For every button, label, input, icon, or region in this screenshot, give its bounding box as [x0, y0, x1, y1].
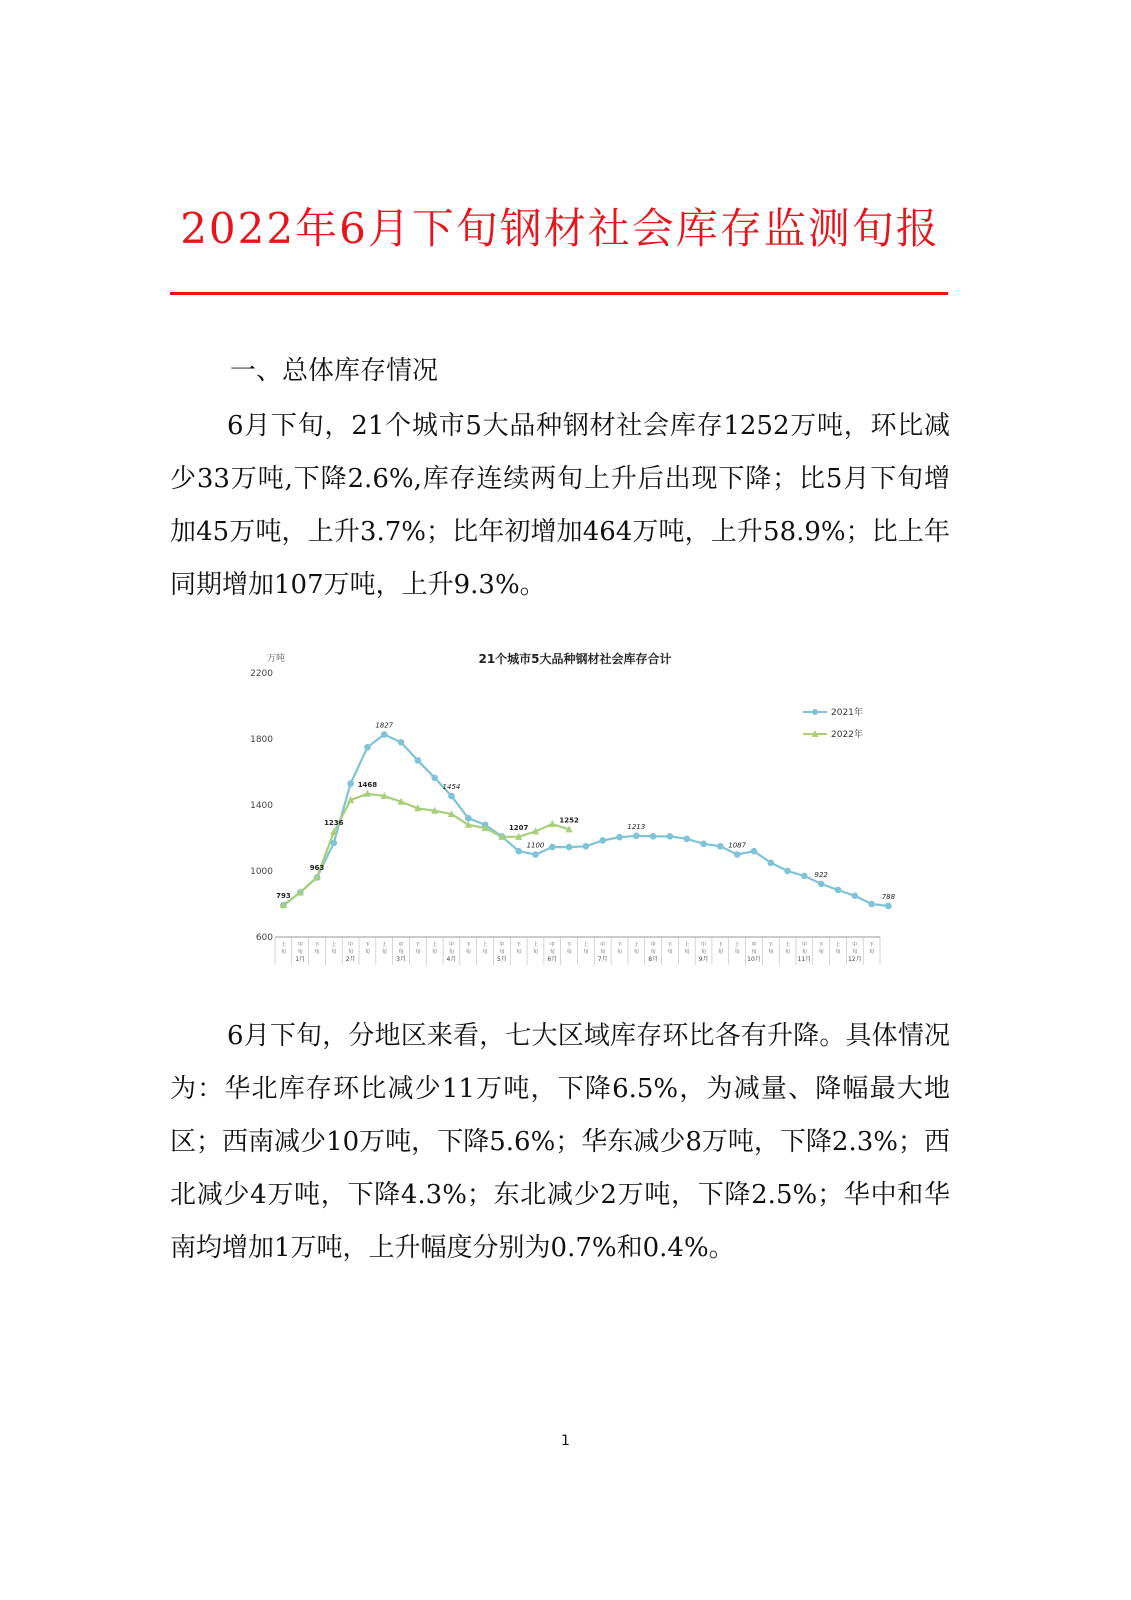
x-tick-label: 下 [314, 942, 320, 948]
x-month-label: 12月 [847, 956, 862, 963]
data-point-2021 [431, 774, 438, 781]
x-tick-label: 旬 [717, 949, 723, 955]
x-tick-label: 旬 [549, 949, 555, 955]
data-point-2021 [818, 881, 825, 888]
x-tick-label: 下 [465, 942, 471, 948]
data-point-2021 [398, 739, 405, 746]
x-tick-label: 下 [617, 942, 623, 948]
x-tick-label: 旬 [415, 949, 421, 955]
x-tick-label: 中 [398, 942, 404, 948]
x-tick-label: 上 [482, 942, 488, 948]
data-point-2021 [515, 848, 522, 855]
x-tick-label: 中 [499, 942, 505, 948]
x-tick-label: 上 [835, 942, 841, 948]
x-tick-label: 旬 [617, 949, 623, 955]
x-tick-label: 旬 [650, 949, 656, 955]
data-label: 1213 [627, 822, 646, 831]
x-tick-label: 旬 [280, 949, 286, 955]
data-point-2021 [549, 844, 556, 851]
x-month-label: 8月 [648, 956, 659, 963]
data-point-2021 [667, 833, 674, 840]
x-tick-label: 旬 [297, 949, 303, 955]
data-point-2021 [700, 840, 707, 847]
x-tick-label: 旬 [785, 949, 791, 955]
x-tick-label: 旬 [448, 949, 454, 955]
x-tick-label: 旬 [768, 949, 774, 955]
x-tick-label: 旬 [701, 949, 707, 955]
x-month-label: 7月 [597, 956, 608, 963]
x-tick-label: 上 [633, 942, 639, 948]
x-tick-label: 旬 [852, 949, 858, 955]
report-title: 2022年6月下旬钢材社会库存监测旬报 [180, 204, 940, 253]
x-tick-label: 中 [650, 942, 656, 948]
x-tick-label: 旬 [801, 949, 807, 955]
data-point-2021 [801, 873, 808, 880]
x-tick-label: 旬 [364, 949, 370, 955]
page-number: 1 [561, 1433, 570, 1449]
data-point-2021 [364, 744, 371, 751]
x-tick-label: 上 [684, 942, 690, 948]
x-tick-label: 中 [701, 942, 707, 948]
x-tick-label: 下 [566, 942, 572, 948]
regional-paragraph: 6月下旬，分地区来看，七大区域库存环比各有升降。具体情况为：华北库存环比减少11万吨，下降6.5%，为减量、降幅最大地区；西南减少10万吨，下降5.6%；华东减少8万吨，下降2.3%；西北减少4万吨，下降4.3%；东北减少2万吨，下降2.5%；华中和华南均增加1万吨，上升幅度分别为0.7%和0.4%。 [170, 1021, 950, 1263]
data-point-2021 [633, 833, 640, 840]
data-point-2021 [381, 731, 388, 738]
data-point-2022 [549, 820, 556, 827]
x-month-label: 2月 [345, 956, 356, 963]
x-tick-label: 旬 [583, 949, 589, 955]
data-point-2021 [717, 843, 724, 850]
x-tick-label: 旬 [684, 949, 690, 955]
x-tick-label: 下 [516, 942, 522, 948]
x-tick-label: 下 [415, 942, 421, 948]
x-tick-label: 旬 [667, 949, 673, 955]
data-label: 793 [276, 892, 291, 901]
chart-title: 21个城市5大品种钢材社会库存合计 [478, 652, 672, 666]
x-tick-label: 中 [549, 942, 555, 948]
x-tick-label: 上 [734, 942, 740, 948]
legend-marker [812, 709, 818, 715]
x-tick-label: 中 [751, 942, 757, 948]
section-heading: 一、总体库存情况 [230, 356, 439, 386]
data-label: 922 [814, 870, 828, 879]
series-line-2021年 [283, 735, 888, 907]
data-point-2021 [835, 887, 842, 894]
x-tick-label: 下 [717, 942, 723, 948]
x-tick-label: 上 [583, 942, 589, 948]
x-tick-label: 旬 [381, 949, 387, 955]
x-tick-label: 旬 [432, 949, 438, 955]
data-point-2021 [868, 901, 875, 908]
data-point-2021 [415, 757, 422, 764]
x-month-label: 4月 [446, 956, 457, 963]
x-tick-label: 下 [364, 942, 370, 948]
series-line-2022年 [283, 794, 569, 905]
data-label: 1827 [375, 721, 394, 730]
data-label: 1207 [508, 823, 529, 832]
x-tick-label: 中 [600, 942, 606, 948]
data-label: 1454 [442, 783, 461, 792]
data-point-2021 [734, 851, 741, 858]
x-tick-label: 下 [818, 942, 824, 948]
x-tick-label: 旬 [600, 949, 606, 955]
data-label: 1100 [526, 841, 545, 850]
chart-svg [250, 645, 896, 970]
inventory-line-chart [250, 645, 896, 970]
x-tick-label: 中 [297, 942, 303, 948]
data-label: 1252 [559, 816, 579, 825]
data-label: 788 [881, 892, 896, 901]
x-month-label: 9月 [698, 956, 709, 963]
x-tick-label: 中 [348, 942, 354, 948]
x-month-label: 1月 [295, 956, 306, 963]
y-tick-label: 2200 [250, 669, 273, 679]
data-point-2021 [448, 793, 455, 800]
y-tick-label: 1000 [250, 867, 273, 877]
summary-paragraph: 6月下旬，21个城市5大品种钢材社会库存1252万吨，环比减少33万吨,下降2.6%,库存连续两旬上升后出现下降；比5月下旬增加45万吨，上升3.7%；比年初增加464万吨，上升58.9%；比上年同期增加107万吨，上升9.3%。 [170, 411, 950, 600]
data-point-2021 [599, 837, 606, 844]
data-label: 1468 [357, 780, 378, 789]
data-point-2021 [683, 836, 690, 843]
x-tick-label: 上 [785, 942, 791, 948]
x-tick-label: 旬 [835, 949, 841, 955]
x-month-label: 11月 [797, 956, 812, 963]
data-point-2021 [465, 815, 472, 822]
data-label: 1087 [728, 841, 747, 850]
data-point-2021 [566, 844, 573, 851]
x-tick-label: 旬 [465, 949, 471, 955]
chart-y-unit: 万吨 [267, 654, 286, 664]
x-tick-label: 下 [667, 942, 673, 948]
x-tick-label: 中 [852, 942, 858, 948]
x-tick-label: 旬 [398, 949, 404, 955]
x-tick-label: 旬 [818, 949, 824, 955]
x-tick-label: 旬 [751, 949, 757, 955]
data-point-2021 [767, 859, 774, 866]
legend-label: 2021年 [831, 708, 863, 718]
data-point-2021 [851, 892, 858, 899]
data-point-2021 [784, 868, 791, 875]
title-divider [170, 292, 948, 295]
data-point-2021 [532, 851, 539, 858]
x-tick-label: 旬 [869, 949, 875, 955]
x-tick-label: 上 [331, 942, 337, 948]
y-tick-label: 600 [255, 933, 273, 943]
x-tick-label: 旬 [348, 949, 354, 955]
x-tick-label: 旬 [532, 949, 538, 955]
x-tick-label: 中 [801, 942, 807, 948]
x-tick-label: 旬 [633, 949, 639, 955]
x-tick-label: 下 [768, 942, 774, 948]
x-tick-label: 旬 [314, 949, 320, 955]
x-month-label: 5月 [496, 956, 507, 963]
x-month-label: 10月 [747, 956, 761, 963]
x-tick-label: 上 [432, 942, 438, 948]
x-tick-label: 旬 [734, 949, 740, 955]
y-tick-label: 1400 [250, 801, 273, 811]
x-tick-label: 中 [448, 942, 454, 948]
data-point-2021 [751, 848, 758, 855]
x-month-label: 3月 [396, 956, 406, 963]
data-label: 1236 [324, 819, 344, 828]
data-point-2021 [885, 903, 892, 910]
x-tick-label: 旬 [482, 949, 488, 955]
data-point-2021 [583, 843, 590, 850]
legend-label: 2022年 [831, 730, 863, 740]
x-tick-label: 上 [280, 942, 286, 948]
data-point-2021 [650, 833, 657, 840]
x-tick-label: 旬 [516, 949, 522, 955]
data-point-2021 [347, 780, 354, 787]
data-point-2021 [616, 834, 623, 841]
x-month-label: 6月 [547, 956, 558, 963]
x-tick-label: 旬 [499, 949, 505, 955]
y-tick-label: 1800 [250, 735, 273, 745]
data-point-2021 [331, 840, 338, 847]
x-tick-label: 旬 [331, 949, 337, 955]
data-label: 963 [309, 864, 325, 873]
x-tick-label: 上 [381, 942, 387, 948]
x-tick-label: 下 [869, 942, 875, 948]
x-tick-label: 旬 [566, 949, 572, 955]
x-tick-label: 上 [532, 942, 538, 948]
